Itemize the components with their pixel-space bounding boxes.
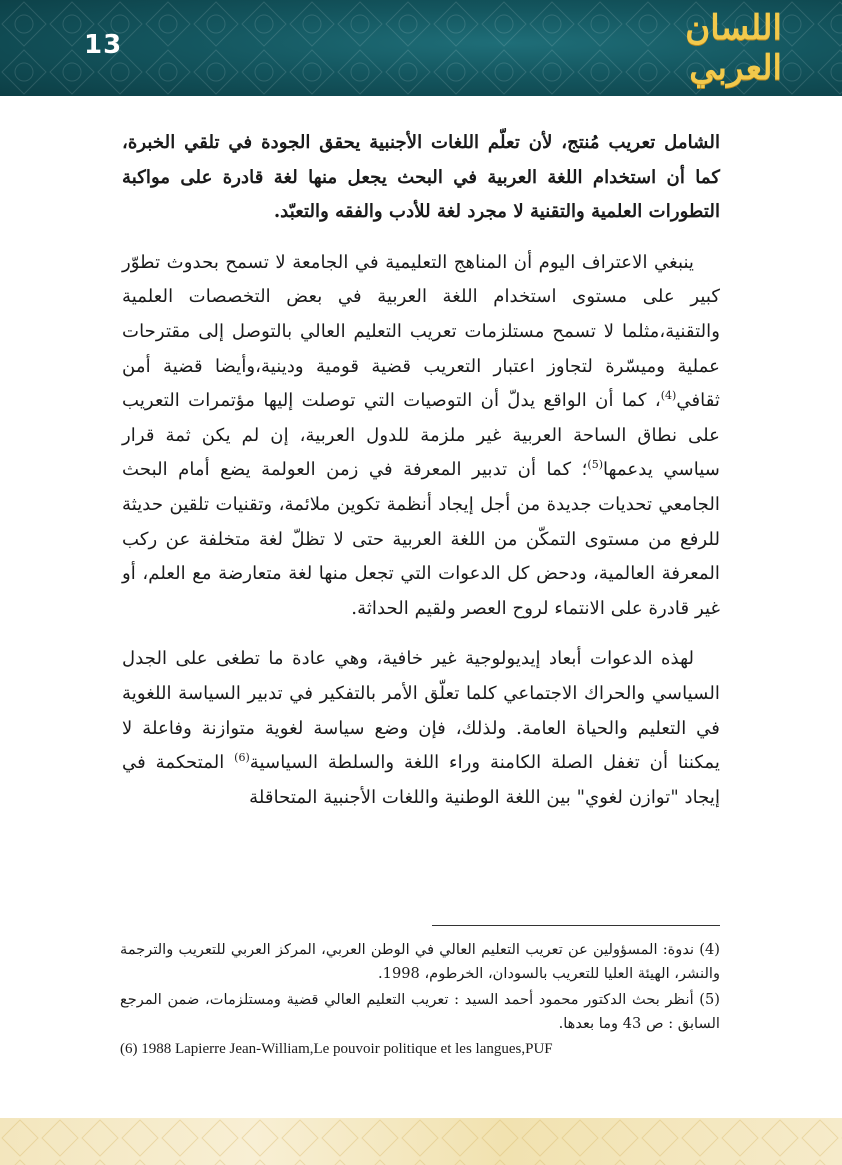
page-footer: [0, 1118, 842, 1165]
footnote-divider: [432, 925, 720, 926]
footnote-ref-4: (4): [660, 389, 677, 403]
footnote-6: (6) 1988 Lapierre Jean-William,Le pouvoir politique et les langues,PUF: [120, 1041, 553, 1057]
paragraph-3-part-a: لهذه الدعوات أبعاد إيديولوجية غير خافية، وهي عادة ما تطغى على الجدل السياسي والحراك الاجتماعي كلما تعلّق الأمر بالتفكير في تدبير السياسة اللغوية في التعليم والحياة العامة. ولذلك، فإن وضع سياسة لغوية متوازنة وفاعلة لا يمكننا أن تغفل الصلة الكامنة وراء اللغة والسلطة السياسية: [122, 648, 720, 774]
page-header: [0, 0, 842, 96]
page-number: 13: [84, 30, 123, 60]
footer-pattern: [0, 1118, 842, 1165]
paragraph-2-part-b: ، كما أن الواقع يدلّ أن التوصيات التي توصلت إليها مؤتمرات التعريب على نطاق الساحة العربية غير ملزمة للدول العربية، إن لم يكن ثمة قرار سياسي يدعمها: [122, 390, 720, 481]
journal-logo: [632, 8, 782, 88]
logo-text: اللسان العربي: [685, 8, 782, 88]
footnote-4: (4) ندوة: المسؤولين عن تعريب التعليم العالي في الوطن العربي، المركز العربي للتعريب والترجمة والنشر، الهيئة العليا للتعريب بالسودان، الخرطوم، 1998.: [120, 941, 720, 982]
footnote-ref-5: (5): [587, 458, 603, 472]
paragraph-1: الشامل تعريب مُنتج، لأن تعلّم اللغات الأجنبية يحقق الجودة في تلقي الخبرة، كما أن استخدام اللغة العربية في البحث يجعل منها لغة قادرة على مواكبة التطورات العلمية والتقنية لا مجرد لغة للأدب والفقه والتعبّد.: [122, 132, 720, 223]
article-body: [122, 126, 720, 815]
paragraph-3: [122, 642, 720, 815]
paragraph-2: [122, 246, 720, 627]
footnote-5: (5) أنظر بحث الدكتور محمود أحمد السيد : تعريب التعليم العالي قضية ومستلزمات، ضمن المرجع السابق : ص 43 وما بعدها.: [120, 991, 720, 1032]
paragraph-3-part-b: المتحكمة في إيجاد "توازن لغوي" بين اللغة الوطنية واللغات الأجنبية المتحاقلة: [122, 752, 720, 808]
footnote-ref-6: (6): [234, 751, 250, 765]
paragraph-2-part-c: ؛ كما أن تدبير المعرفة في زمن العولمة يضع أمام البحث الجامعي تحديات جديدة من أجل إيجاد أنظمة تكوين ملائمة، وتقنيات تلقين حديثة للرفع من مستوى التمكّن من اللغة العربية حتى لا تظلّ لغة متخلفة عن ركب المعرفة العالمية، ودحض كل الدعوات التي تجعل منها لغة متعارضة مع العلم، أو غير قادرة على الانتماء لروح العصر ولقيم الحداثة.: [122, 459, 720, 619]
paragraph-2-part-a: ينبغي الاعتراف اليوم أن المناهج التعليمية في الجامعة لا تسمح بحدوث تطوّر كبير على مستوى استخدام اللغة العربية في بعض التخصصات العلمية والتقنية،مثلما لا تسمح مستلزمات تعريب التعليم العالي بالتوصل إلى مقترحات عملية وميسّرة لتجاوز اعتبار التعريب قضية قومية ودينية،وأيضا قضية أمن ثقافي: [122, 251, 720, 412]
footnotes: [120, 938, 720, 1061]
